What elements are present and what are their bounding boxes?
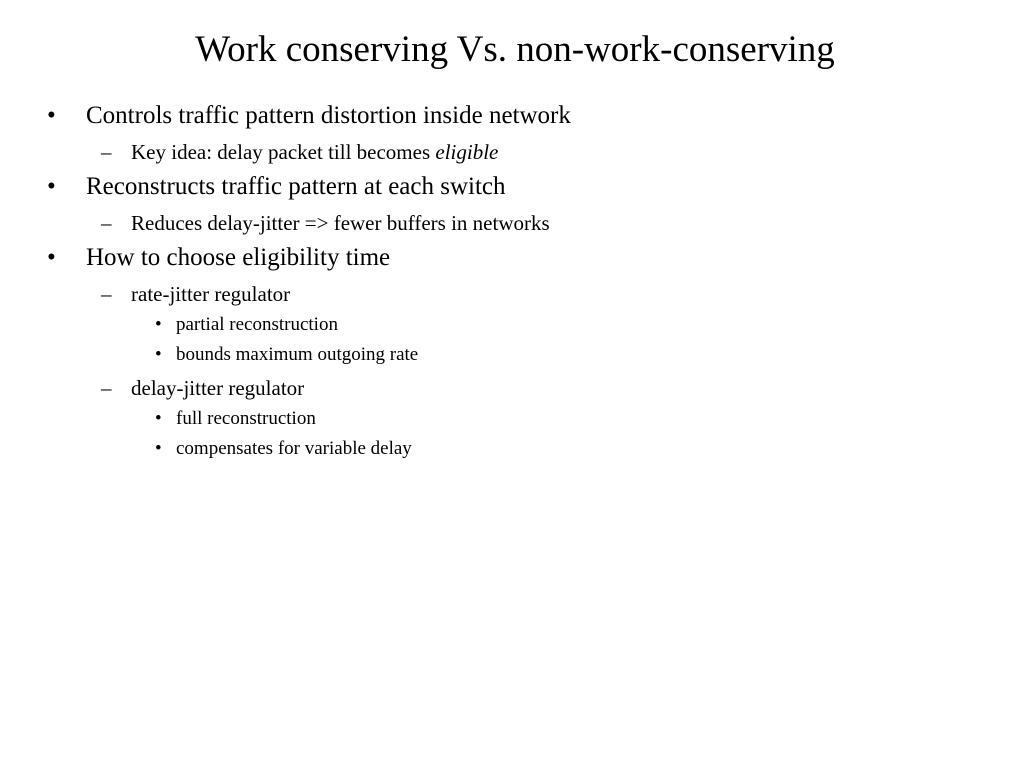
sub-sub-bullet-item: partial reconstruction	[176, 314, 338, 335]
bullet-marker: •	[47, 173, 56, 200]
sub-sub-bullet-item: bounds maximum outgoing rate	[176, 344, 419, 365]
sub-bullet-marker: –	[101, 282, 112, 306]
sub-bullet-marker: –	[101, 376, 112, 400]
sub-sub-bullet-marker: •	[155, 438, 162, 459]
sub-bullet-item	[131, 139, 498, 165]
sub-bullet-marker: –	[101, 140, 112, 164]
bullet-item: Controls traffic pattern distortion inside network	[86, 102, 571, 129]
sub-bullet-marker: –	[101, 211, 112, 235]
sub-sub-bullet-item: full reconstruction	[176, 408, 316, 429]
sub-bullet-text: Key idea: delay packet till becomes	[131, 140, 436, 164]
sub-sub-bullet-marker: •	[155, 344, 162, 365]
bullet-marker: •	[47, 244, 56, 271]
sub-bullet-item: delay-jitter regulator	[131, 376, 305, 400]
slide-title: Work conserving Vs. non-work-conserving	[195, 29, 835, 70]
emphasis-text: eligible	[435, 140, 499, 164]
sub-sub-bullet-marker: •	[155, 408, 162, 429]
bullet-item: Reconstructs traffic pattern at each switch	[86, 173, 506, 200]
bullet-marker: •	[47, 102, 56, 129]
sub-sub-bullet-item: compensates for variable delay	[176, 438, 412, 459]
sub-bullet-item: rate-jitter regulator	[131, 282, 291, 306]
sub-sub-bullet-marker: •	[155, 314, 162, 335]
sub-bullet-item: Reduces delay-jitter => fewer buffers in networks	[131, 211, 550, 235]
bullet-item: How to choose eligibility time	[86, 244, 391, 271]
